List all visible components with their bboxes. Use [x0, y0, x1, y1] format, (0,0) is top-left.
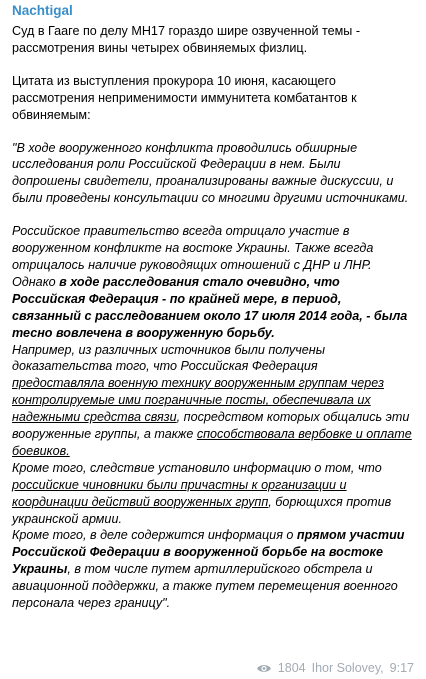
quote-p2-text: Российское правительство всегда отрицало участие в вооруженном конфликте на востоке Украины. Также всегда отрицалось наличие руководящих отношений с ДНР и ЛНР. Однако: [12, 224, 374, 289]
quote-p5-text-2: , в том числе путем артиллерийского обстрела и авиационной поддержки, а также путем перемещения военного персонала через границу".: [12, 562, 398, 611]
quote-paragraph-4: [12, 460, 412, 528]
quote-p3-underlined-1: предоставляла военную технику вооруженным группам через контролируемые ими пограничные посты, обеспечивала их надежными средства связи: [12, 376, 384, 425]
quote-p2-bold: в ходе расследования стало очевидно, что Российская Федерация - по крайней мере, в период, связанный с расследованием около 17 июля 2014 года, - была тесно вовлечена в вооруженную борьбу.: [12, 274, 408, 340]
channel-name[interactable]: Nachtigal: [12, 3, 73, 18]
quote-paragraph-2: [12, 223, 412, 341]
quote-intro: Цитата из выступления прокурора 10 июня, касающего рассмотрения неприменимости иммунитета комбатантов к обвиняемым:: [12, 73, 357, 122]
views-count: 1804: [277, 661, 306, 675]
quote-p5-bold: прямом участии Российской Федерации в вооруженной борьбе на востоке Украины: [12, 528, 405, 577]
quote-paragraph-3: [12, 342, 412, 460]
quote-paragraph-1: "В ходе вооруженного конфликта проводились обширные исследования роли Российской Федерации в нем. Были допрошены свидетели, проанализированы важные дискуссии, и были проведены консультации со многими другими источниками.: [12, 140, 409, 206]
quote-p4-underlined: российские чиновники были причастны к организации и координации действий вооруженных групп: [12, 477, 347, 509]
quote-p4-text: Кроме того, следствие установило информацию о том, что: [12, 460, 382, 475]
quote-p3-text-2: , посредством которых общались эти вооруженные группы, а также: [12, 410, 410, 442]
quote-p5-text: Кроме того, в деле содержится информация о: [12, 528, 297, 543]
quote-p4-text-2: , борющихся против украинской армии.: [12, 494, 392, 526]
message-intro: Суд в Гааге по делу МН17 гораздо шире озвученной темы - рассмотрения вины четырех обвиняемых физлиц.: [12, 24, 361, 55]
views-eye-icon: [256, 663, 272, 674]
post-author: Ihor Solovey,: [311, 661, 384, 675]
post-time: 9:17: [389, 661, 414, 675]
quote-p3-underlined-2: способствовала вербовке и оплате боевиков.: [12, 427, 412, 458]
message-footer: [256, 661, 414, 675]
quote-paragraph-5: [12, 527, 412, 612]
quote-p3-text: Например, из различных источников были получены доказательства того, что Российская Федерация: [12, 342, 325, 374]
